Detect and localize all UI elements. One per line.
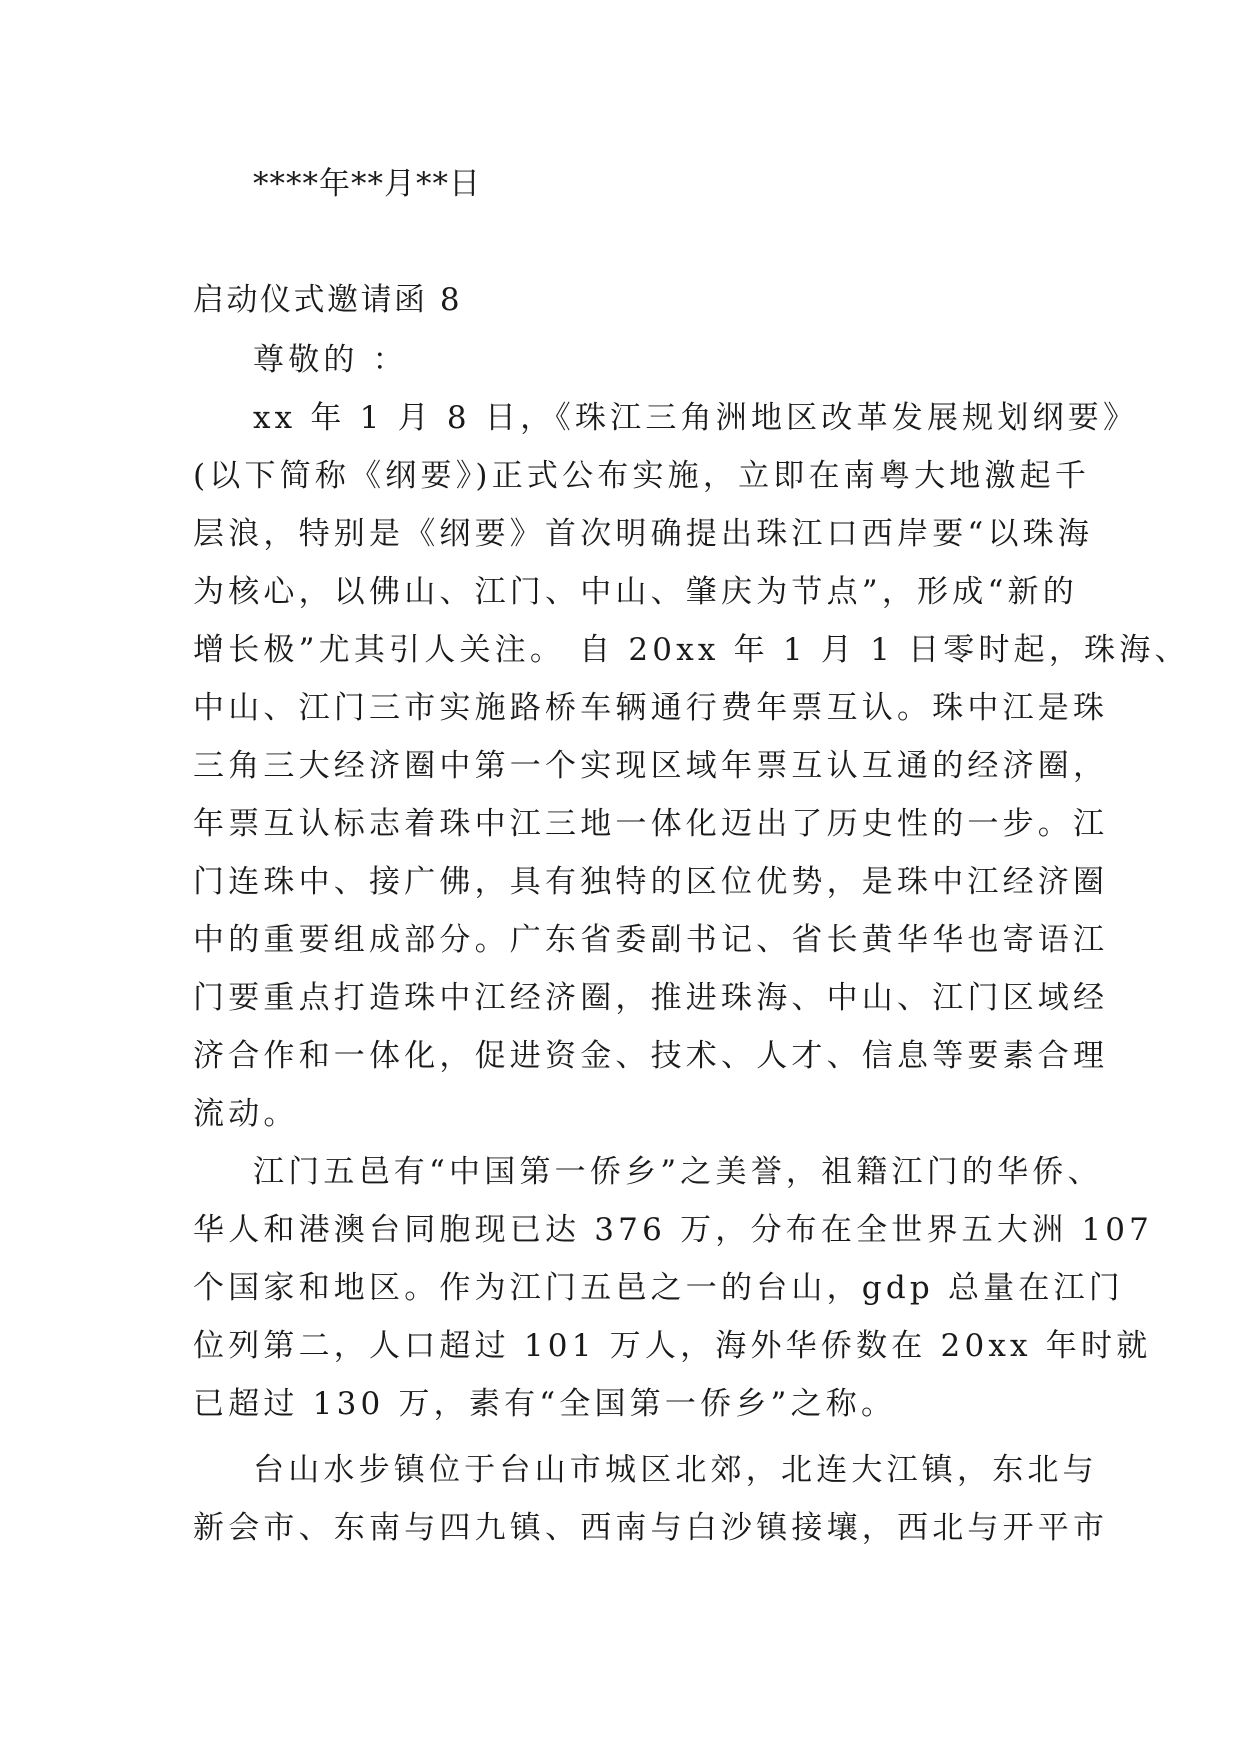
paragraph-line: 中的重要组成部分。广东省委副书记、省长黄华华也寄语江 [193,922,1109,958]
paragraph-line: 中山、江门三市实施路桥车辆通行费年票互认。珠中江是珠 [193,690,1109,726]
paragraph-line: 新会市、东南与四九镇、西南与白沙镇接壤，西北与开平市 [193,1510,1109,1546]
salutation: 尊敬的 ： [253,342,408,378]
paragraph-line: (以下简称《纲要》)正式公布实施，立即在南粤大地激起千 [193,458,1091,494]
paragraph-line: 济合作和一体化，促进资金、技术、人才、信息等要素合理 [193,1038,1109,1074]
paragraph-line: 为核心，以佛山、江门、中山、肇庆为节点”，形成“新的 [193,574,1078,610]
paragraph-line: xx 年 1 月 8 日，《珠江三角洲地区改革发展规划纲要》 [253,400,1139,436]
paragraph-line: 增长极”尤其引人关注。 自 20xx 年 1 月 1 日零时起，珠海、 [193,632,1190,668]
paragraph-line: 流动。 [193,1096,299,1132]
paragraph-line: 门连珠中、接广佛，具有独特的区位优势，是珠中江经济圈 [193,864,1109,900]
paragraph-line: 年票互认标志着珠中江三地一体化迈出了历史性的一步。江 [193,806,1109,842]
paragraph-line: 位列第二，人口超过 101 万人，海外华侨数在 20xx 年时就 [193,1328,1152,1364]
paragraph-line: 三角三大经济圈中第一个实现区域年票互认互通的经济圈， [193,748,1109,784]
paragraph-line: 已超过 130 万，素有“全国第一侨乡”之称。 [193,1386,897,1422]
paragraph-line: 江门五邑有“中国第一侨乡”之美誉，祖籍江门的华侨、 [253,1154,1103,1190]
paragraph-line: 华人和港澳台同胞现已达 376 万，分布在全世界五大洲 107 [193,1212,1154,1248]
date-line: ****年**月**日 [253,166,481,202]
paragraph-line: 门要重点打造珠中江经济圈，推进珠海、中山、江门区域经 [193,980,1109,1016]
paragraph-line: 台山水步镇位于台山市城区北郊，北连大江镇，东北与 [253,1452,1098,1488]
paragraph-line: 个国家和地区。作为江门五邑之一的台山，gdp 总量在江门 [193,1270,1124,1306]
document-title: 启动仪式邀请函 8 [193,282,463,318]
paragraph-line: 层浪，特别是《纲要》首次明确提出珠江口西岸要“以珠海 [193,516,1094,552]
